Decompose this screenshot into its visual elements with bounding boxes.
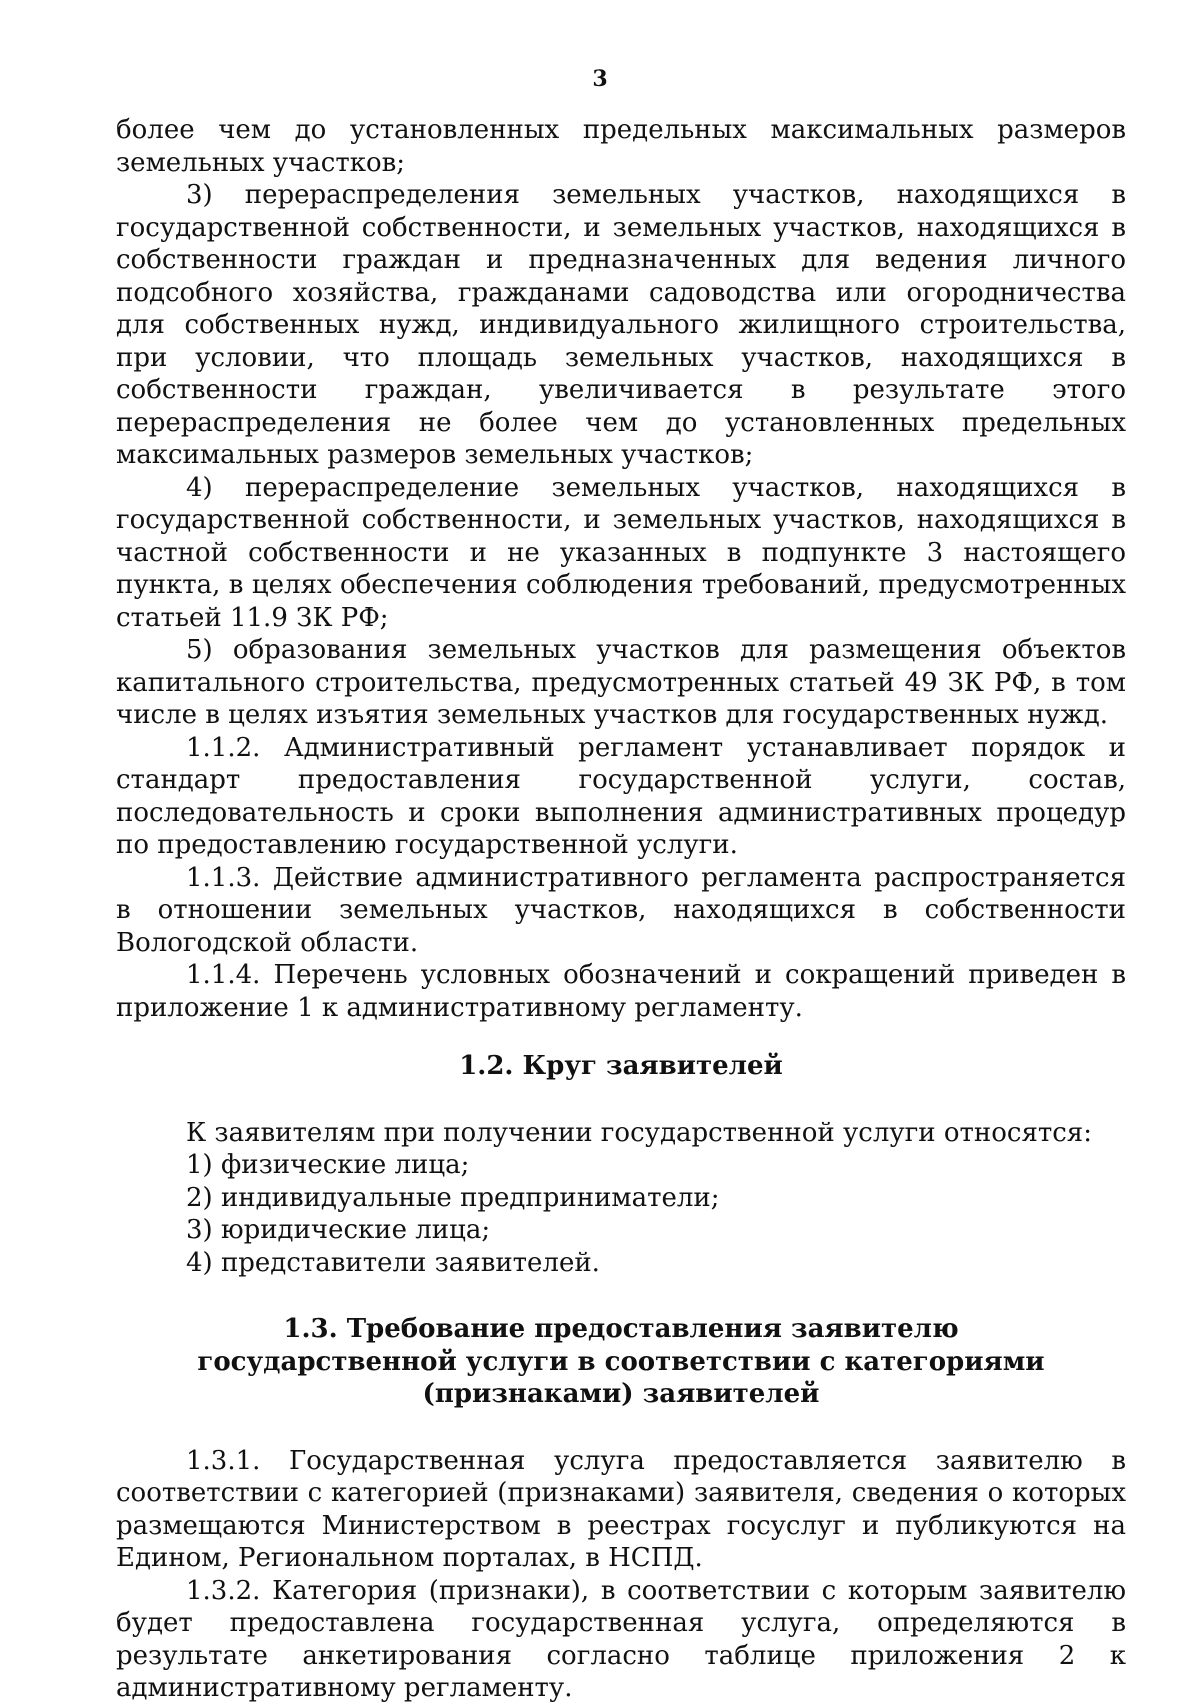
applicant-item: 4) представители заявителей. <box>186 1247 600 1278</box>
paragraph-1-1-3: 1.1.3. Действие административного регламента распространяется в отношении земельных участков, находящихся в собственности Вологодской области. <box>116 862 1126 958</box>
paragraph-1-1-4: 1.1.4. Перечень условных обозначений и сокращений приведен в приложение 1 к административному регламенту. <box>116 960 1126 1023</box>
document-body <box>116 114 1126 1705</box>
paragraph-item-5: 5) образования земельных участков для размещения объектов капитального строительства, предусмотренных статьей 49 ЗК РФ, в том числе в целях изъятия земельных участков для государственных нужд. <box>116 635 1126 730</box>
applicants-intro: К заявителям при получении государственной услуги относятся: <box>186 1117 1092 1148</box>
paragraph-1-3-1: 1.3.1. Государственная услуга предоставляется заявителю в соответствии с категорией (признаками) заявителя, сведения о которых размещаются Министерством в реестрах госуслуг и публикуются на Едином, Региональном порталах, в НСПД. <box>116 1445 1126 1573</box>
section-heading-1-3: 1.3. Требование предоставления заявителю государственной услуги в соответствии с категориями (признаками) заявителей <box>197 1314 1045 1409</box>
page-number: 3 <box>592 66 608 92</box>
applicant-item: 3) юридические лица; <box>186 1215 491 1245</box>
paragraph-1-1-2: 1.1.2. Административный регламент устанавливает порядок и стандарт предоставления государственной услуги, состав, последовательность и сроки выполнения административных процедур по предоставлению государственной услуги. <box>116 732 1126 860</box>
paragraph-continuation: более чем до установленных предельных максимальных размеров земельных участков; <box>116 115 1126 178</box>
applicant-item: 1) физические лица; <box>186 1150 470 1180</box>
section-heading-1-2: 1.2. Круг заявителей <box>459 1051 783 1081</box>
paragraph-1-3-2: 1.3.2. Категория (признаки), в соответствии с которым заявителю будет предоставлена государственная услуга, определяются в результате анкетирования согласно таблице приложения 2 к административному регламенту. <box>116 1575 1126 1703</box>
applicant-item: 2) индивидуальные предприниматели; <box>186 1182 720 1213</box>
paragraph-item-3: 3) перераспределения земельных участков, находящихся в государственной собственности, и земельных участков, находящихся в собственности граждан и предназначенных для ведения личного подсобного хозяйства, гражданами садоводства или огородничества для собственных нужд, индивидуального жилищного строительства, при условии, что площадь земельных участков, находящихся в собственности граждан, увеличивается в результате этого перераспределения не более чем до установленных предельных максимальных размеров земельных участков; <box>116 180 1126 470</box>
paragraph-item-4: 4) перераспределение земельных участков, находящихся в государственной собственности, и земельных участков, находящихся в частной собственности и не указанных в подпункте 3 настоящего пункта, в целях обеспечения соблюдения требований, предусмотренных статьей 11.9 ЗК РФ; <box>116 472 1126 633</box>
